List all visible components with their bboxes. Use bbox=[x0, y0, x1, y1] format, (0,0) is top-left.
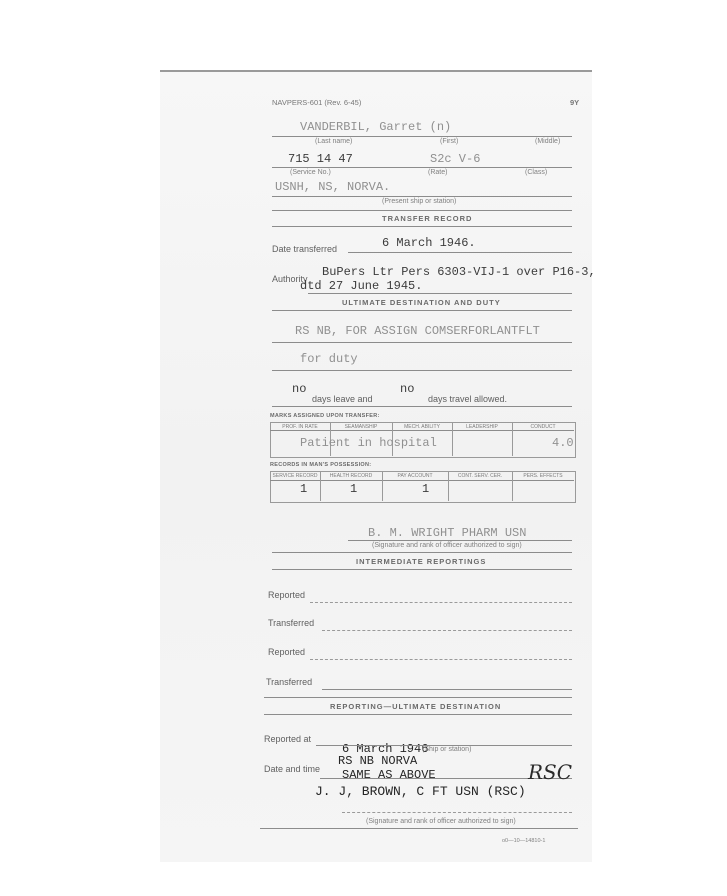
date-and-time-label: Date and time bbox=[264, 764, 321, 774]
print-code: o0—10—14810-1 bbox=[502, 838, 546, 844]
rate-label: (Rate) bbox=[428, 169, 448, 176]
records-service-value: 1 bbox=[300, 482, 308, 496]
marks-col-conduct: CONDUCT bbox=[530, 424, 556, 430]
records-pay-value: 1 bbox=[422, 482, 430, 496]
middle-name-label: (Middle) bbox=[535, 138, 561, 145]
reported-station-value: RS NB NORVA bbox=[338, 754, 418, 768]
records-col-effects: PERS. EFFECTS bbox=[523, 473, 563, 479]
records-col-health: HEALTH RECORD bbox=[329, 473, 373, 479]
reported-at-label: Reported at bbox=[264, 734, 312, 744]
form-corner-code: 9Y bbox=[570, 98, 580, 107]
service-number-value: 715 14 47 bbox=[288, 152, 353, 166]
reported-at-value: 6 March 1946 bbox=[342, 742, 429, 756]
station-value: USNH, NS, NORVA. bbox=[275, 180, 391, 194]
ship-station-label: (Ship or station) bbox=[422, 746, 472, 753]
records-heading: RECORDS IN MAN'S POSSESSION: bbox=[270, 462, 372, 468]
class-label: (Class) bbox=[525, 169, 548, 176]
records-health-value: 1 bbox=[350, 482, 358, 496]
transfer-record-heading: TRANSFER RECORD bbox=[382, 214, 473, 223]
leave-days-label: days leave and bbox=[312, 394, 373, 404]
reporting-heading: REPORTING—ULTIMATE DESTINATION bbox=[330, 702, 502, 711]
records-col-service: SERVICE RECORD bbox=[272, 473, 318, 479]
marks-col-mech: MECH. ABILITY bbox=[404, 424, 440, 430]
service-number-label: (Service No.) bbox=[290, 169, 331, 176]
authority-line-1: BuPers Ltr Pers 6303-VIJ-1 over P16-3, bbox=[322, 265, 596, 279]
intermediate-transferred-2: Transferred bbox=[266, 677, 313, 687]
intermediate-heading: INTERMEDIATE REPORTINGS bbox=[356, 557, 487, 566]
authority-label: Authority bbox=[272, 274, 308, 284]
date-transferred-value: 6 March 1946. bbox=[382, 236, 476, 250]
intermediate-transferred-1: Transferred bbox=[268, 618, 315, 628]
travel-days-value: no bbox=[400, 382, 415, 396]
initials-signature: RSC bbox=[528, 760, 573, 784]
name-value: VANDERBIL, Garret (n) bbox=[300, 120, 452, 134]
signing-officer-label: (Signature and rank of officer authorized to sign) bbox=[366, 818, 516, 825]
marks-heading: MARKS ASSIGNED UPON TRANSFER: bbox=[270, 413, 380, 419]
records-col-cont: CONT. SERV. CER. bbox=[457, 473, 503, 479]
form-number: NAVPERS-601 (Rev. 6-45) bbox=[272, 98, 362, 107]
conduct-value: 4.0 bbox=[552, 436, 574, 450]
signing-officer: J. J, BROWN, C FT USN (RSC) bbox=[315, 784, 526, 799]
date-transferred-label: Date transferred bbox=[272, 244, 338, 254]
date-and-time-value: SAME AS ABOVE bbox=[342, 768, 436, 782]
marks-col-leadership: LEADERSHIP bbox=[466, 424, 498, 430]
rate-value: S2c V-6 bbox=[430, 152, 481, 166]
destination-line-1: RS NB, FOR ASSIGN COMSERFORLANTFLT bbox=[295, 324, 540, 338]
authority-line-2: dtd 27 June 1945. bbox=[300, 279, 423, 293]
destination-heading: ULTIMATE DESTINATION AND DUTY bbox=[342, 298, 501, 307]
intermediate-reported-1: Reported bbox=[268, 590, 306, 600]
transfer-record-form bbox=[160, 70, 596, 862]
destination-line-2: for duty bbox=[300, 352, 358, 366]
marks-col-seamanship: SEAMANSHIP bbox=[344, 424, 378, 430]
officer-signature: B. M. WRIGHT PHARM USN bbox=[368, 526, 527, 540]
station-label: (Present ship or station) bbox=[382, 198, 457, 205]
travel-days-label: days travel allowed. bbox=[428, 394, 508, 404]
first-name-label: (First) bbox=[440, 138, 459, 145]
last-name-label: (Last name) bbox=[315, 138, 353, 145]
intermediate-reported-2: Reported bbox=[268, 647, 306, 657]
records-col-pay: PAY ACCOUNT bbox=[397, 473, 433, 479]
officer-signature-label: (Signature and rank of officer authorized to sign) bbox=[372, 542, 522, 549]
marks-col-prof: PROF. IN RATE bbox=[282, 424, 318, 430]
marks-value: Patient in hospital bbox=[300, 436, 437, 450]
leave-days-value: no bbox=[292, 382, 307, 396]
